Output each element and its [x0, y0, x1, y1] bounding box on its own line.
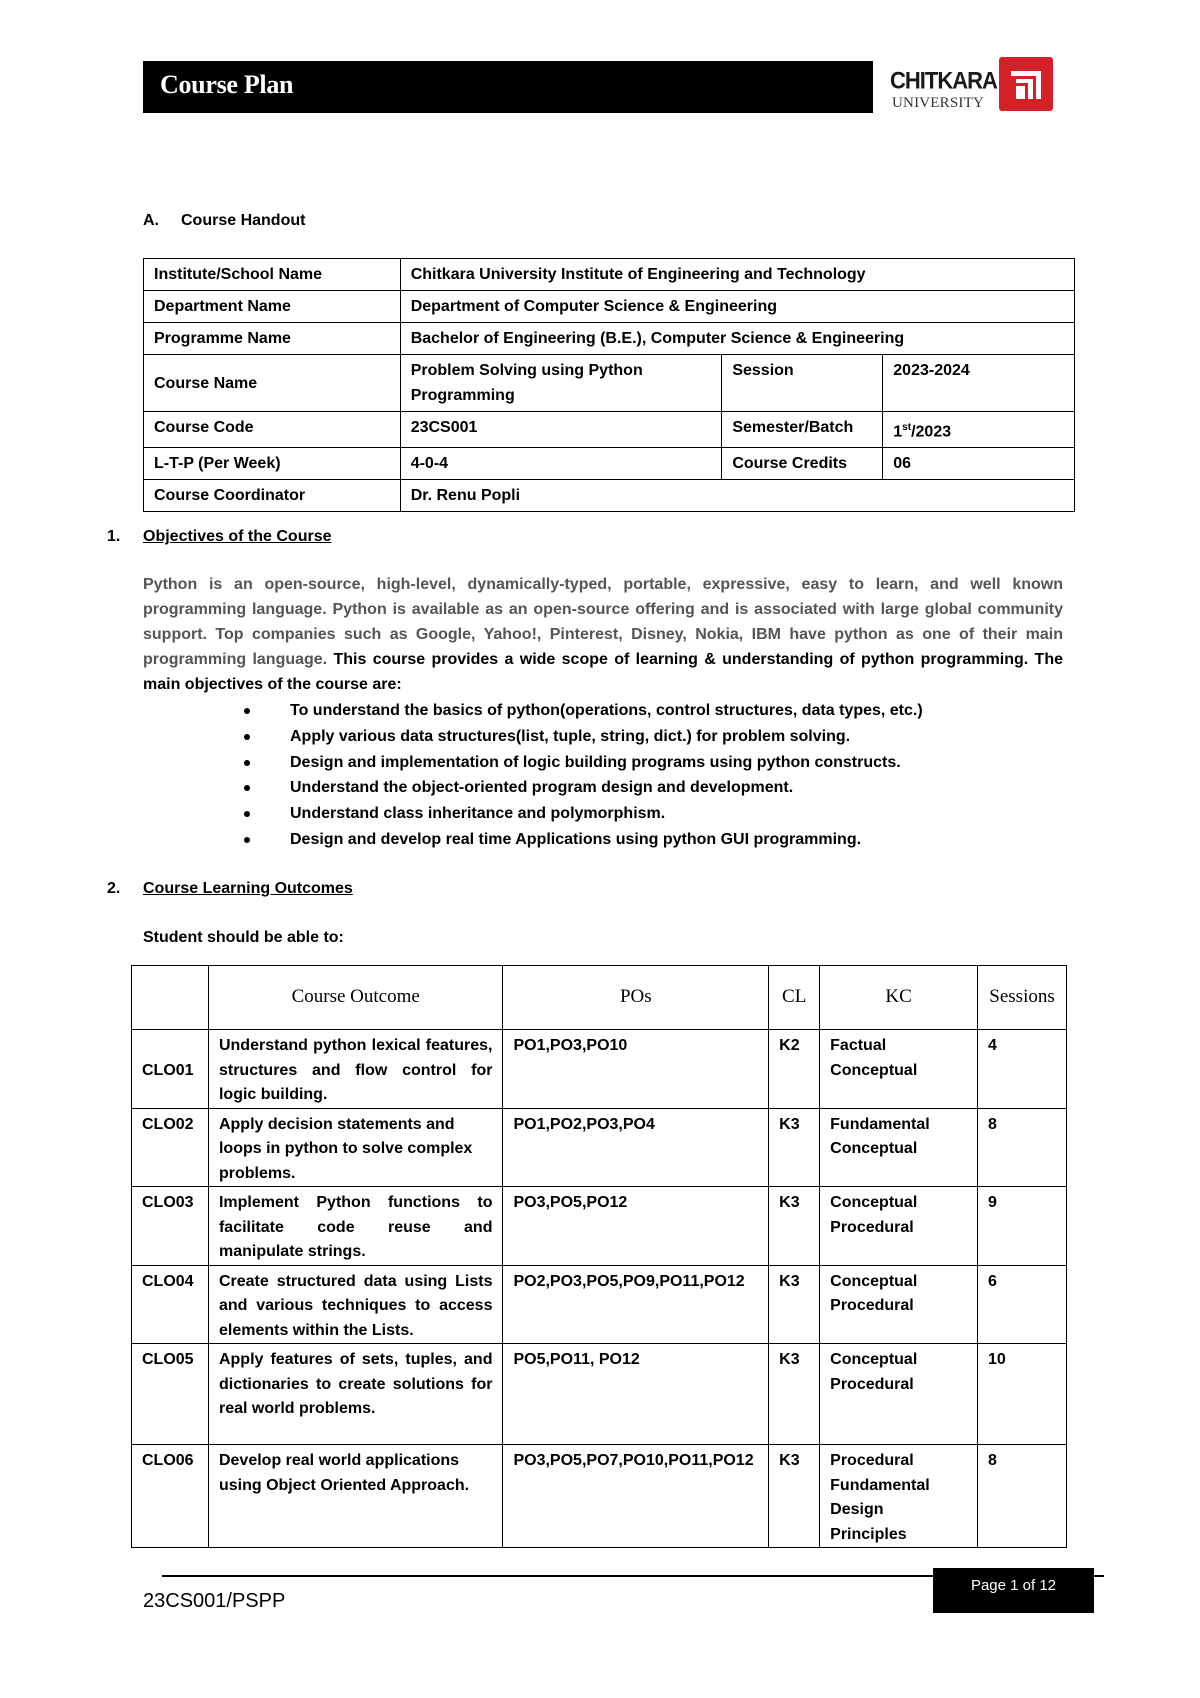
column-header: Sessions: [978, 966, 1067, 1030]
section-1-number: 1.: [107, 528, 121, 545]
kc-item: Design: [830, 1501, 884, 1518]
bullet-icon: [244, 734, 250, 740]
section-2-heading: [107, 880, 353, 898]
list-item: [240, 750, 923, 776]
outcomes-intro: Student should be able to:: [143, 929, 344, 946]
bullet-icon: [244, 785, 250, 791]
clo-cl: K3: [769, 1108, 820, 1187]
kc-item: Fundamental: [830, 1476, 930, 1494]
footer-course-code: 23CS001/PSPP: [143, 1590, 286, 1612]
clo-sessions: 4: [978, 1030, 1067, 1109]
clo-pos: PO3,PO5,PO12: [503, 1187, 769, 1266]
label-cell: Semester/Batch: [722, 412, 883, 448]
clo-cl: K3: [769, 1344, 820, 1445]
paragraph-objectives-lead: This course provides a wide scope of learning & understanding of python programming. The main objectives of the course are:: [143, 651, 1063, 693]
logo-wordmark: CHITKARA: [890, 66, 997, 95]
value-cell: 4-0-4: [400, 448, 722, 480]
column-header: [132, 966, 209, 1030]
clo-id: CLO01: [132, 1030, 209, 1109]
list-item: [240, 827, 923, 853]
objective-text: Apply various data structures(list, tuple, string, dict.) for problem solving.: [290, 727, 851, 745]
label-cell: Course Credits: [722, 448, 883, 480]
kc-item: Procedural: [830, 1297, 914, 1314]
clo-sessions: 10: [978, 1344, 1067, 1445]
clo-pos: PO5,PO11, PO12: [503, 1344, 769, 1445]
table-row: [144, 355, 1075, 412]
section-a-title: Course Handout: [181, 212, 306, 229]
semester-number: 1: [893, 423, 903, 441]
clo-outcome: Develop real world applications using Object Oriented Approach.: [208, 1445, 503, 1548]
semester-batch: /2023: [911, 423, 952, 441]
kc-item: Conceptual: [830, 1194, 918, 1211]
clo-cl: K3: [769, 1445, 820, 1548]
clo-id: CLO03: [132, 1187, 209, 1266]
table-row: [144, 480, 1075, 512]
bullet-icon: [244, 811, 250, 817]
kc-item: Fundamental: [830, 1115, 930, 1133]
label-cell: Institute/School Name: [144, 259, 401, 291]
value-cell: Chitkara University Institute of Engineering and Technology: [400, 259, 1074, 291]
page-title: Course Plan: [160, 70, 294, 99]
kc-item: Procedural: [830, 1452, 914, 1469]
clo-pos: PO2,PO3,PO5,PO9,PO11,PO12: [503, 1265, 769, 1344]
section-2-title: Course Learning Outcomes: [143, 880, 353, 897]
value-cell: Department of Computer Science & Engineering: [400, 291, 1074, 323]
section-a-heading: [143, 212, 305, 230]
clo-kc: [820, 1265, 978, 1344]
table-row: [132, 1265, 1067, 1344]
kc-item: Conceptual: [830, 1140, 918, 1157]
table-header-row: [132, 966, 1067, 1030]
list-item: [240, 775, 923, 801]
clo-cl: K3: [769, 1265, 820, 1344]
label-cell: Course Coordinator: [144, 480, 401, 512]
value-cell: Bachelor of Engineering (B.E.), Computer Science & Engineering: [400, 323, 1074, 355]
clo-id: CLO05: [132, 1344, 209, 1445]
value-cell: 23CS001: [400, 412, 722, 448]
clo-outcome: Create structured data using Lists and various techniques to access elements within the Lists.: [208, 1265, 503, 1344]
list-item: [240, 698, 923, 724]
section-a-number: A.: [143, 212, 159, 229]
value-cell: 2023-2024: [883, 355, 1075, 412]
clo-pos: PO3,PO5,PO7,PO10,PO11,PO12: [503, 1445, 769, 1548]
table-row: [144, 448, 1075, 480]
clo-id: CLO06: [132, 1445, 209, 1548]
value-cell: [883, 412, 1075, 448]
kc-item: Conceptual: [830, 1272, 918, 1290]
objective-text: Understand class inheritance and polymorphism.: [290, 805, 666, 823]
bullet-icon: [244, 708, 250, 714]
objective-text: Design and develop real time Applications using python GUI programming.: [290, 830, 862, 848]
table-row: [144, 323, 1075, 355]
label-cell: Session: [722, 355, 883, 412]
objective-text: To understand the basics of python(operations, control structures, data types, etc.): [290, 702, 923, 719]
table-row: [132, 1445, 1067, 1548]
label-cell: Programme Name: [144, 323, 401, 355]
value-cell: Dr. Renu Popli: [400, 480, 1074, 512]
clo-outcome: Understand python lexical features, structures and flow control for logic building.: [208, 1030, 503, 1109]
course-info-table: [143, 258, 1075, 512]
clo-outcome: Apply decision statements and loops in python to solve complex problems.: [208, 1108, 503, 1187]
objectives-paragraph: [143, 572, 1063, 697]
column-header: CL: [769, 966, 820, 1030]
clo-cl: K2: [769, 1030, 820, 1109]
table-row: [144, 412, 1075, 448]
clo-sessions: 9: [978, 1187, 1067, 1266]
table-row: [144, 291, 1075, 323]
table-row: [132, 1187, 1067, 1266]
clo-pos: PO1,PO2,PO3,PO4: [503, 1108, 769, 1187]
clo-kc: [820, 1187, 978, 1266]
clo-pos: PO1,PO3,PO10: [503, 1030, 769, 1109]
bullet-icon: [244, 760, 250, 766]
chitkara-logo-icon: [999, 57, 1053, 111]
clo-outcome: Implement Python functions to facilitate code reuse and manipulate strings.: [208, 1187, 503, 1266]
table-row: [144, 259, 1075, 291]
section-1-title: Objectives of the Course: [143, 528, 332, 545]
paragraph-intro: Python is an open-source, high-level, dynamically-typed, portable, expressive, easy to learn, and well known programming language. Python is available as an open-source offering and is associated with large global community support. Top companies such as Google, Yahoo!, Pinterest, Disney, Nokia, IBM have python as one of their main programming language.: [143, 576, 1063, 668]
clo-kc: [820, 1344, 978, 1445]
value-cell: 06: [883, 448, 1075, 480]
clo-sessions: 6: [978, 1265, 1067, 1344]
clo-cl: K3: [769, 1187, 820, 1266]
column-header: POs: [503, 966, 769, 1030]
clo-id: CLO04: [132, 1265, 209, 1344]
clo-sessions: 8: [978, 1445, 1067, 1548]
course-outcomes-table: [131, 965, 1067, 1548]
section-1-heading: [107, 528, 332, 546]
table-row: [132, 1344, 1067, 1445]
page-number-badge: Page 1 of 12: [933, 1568, 1094, 1613]
section-2-number: 2.: [107, 880, 121, 897]
list-item: [240, 724, 923, 750]
label-cell: Course Name: [144, 355, 401, 412]
clo-id: CLO02: [132, 1108, 209, 1187]
clo-sessions: 8: [978, 1108, 1067, 1187]
semester-suffix: st: [902, 422, 912, 433]
list-item: [240, 801, 923, 827]
label-cell: L-T-P (Per Week): [144, 448, 401, 480]
kc-item: Procedural: [830, 1218, 914, 1236]
column-header: Course Outcome: [208, 966, 503, 1030]
label-cell: Course Code: [144, 412, 401, 448]
table-row: [132, 1108, 1067, 1187]
table-row: [132, 1030, 1067, 1109]
objective-text: Understand the object-oriented program design and development.: [290, 779, 794, 797]
kc-item: Principles: [830, 1525, 907, 1543]
clo-kc: [820, 1108, 978, 1187]
clo-outcome: Apply features of sets, tuples, and dictionaries to create solutions for real world problems.: [208, 1344, 503, 1445]
kc-item: Conceptual: [830, 1061, 918, 1079]
clo-kc: [820, 1030, 978, 1109]
value-cell: Problem Solving using Python Programming: [400, 355, 722, 412]
objectives-list: [240, 698, 923, 853]
logo-subtitle: UNIVERSITY: [892, 95, 984, 111]
kc-item: Procedural: [830, 1375, 914, 1393]
column-header: KC: [820, 966, 978, 1030]
objective-text: Design and implementation of logic building programs using python constructs.: [290, 753, 901, 771]
kc-item: Conceptual: [830, 1351, 918, 1368]
label-cell: Department Name: [144, 291, 401, 323]
clo-kc: [820, 1445, 978, 1548]
kc-item: Factual: [830, 1037, 887, 1054]
bullet-icon: [244, 837, 250, 843]
